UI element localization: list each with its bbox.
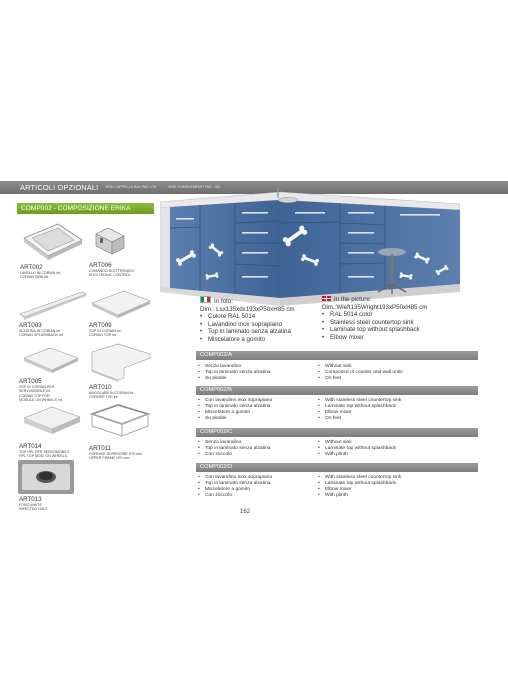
accessory-description [89, 329, 159, 338]
description-line: INFECTED HOLE [19, 507, 48, 512]
description-line: CORIAN TOP int [89, 333, 116, 338]
accessory-description [19, 385, 89, 402]
composition-b-english [318, 398, 478, 422]
description-line: CORIAN SPLASHBACK int [19, 333, 63, 338]
composition-line: • Top in laminato senza alzatina [198, 481, 318, 487]
info-line-text: Stainless steel countertop sink [330, 318, 414, 326]
accessory-description [89, 452, 159, 461]
description-line: HPL TOP MOD. ON WHEELS [19, 454, 67, 459]
composition-line: • Without sink [318, 364, 478, 370]
accessory-code: ART009 [89, 322, 112, 329]
composition-header-d: COMP002/D [196, 463, 478, 472]
composition-line: • Con zoccolo [198, 493, 318, 499]
hole-photo-image [18, 460, 74, 494]
uk-flag-icon [322, 296, 331, 301]
description-line: COMANDO ELETTRONICO [89, 269, 135, 273]
composition-line: • On feet [318, 376, 478, 382]
description-line: TOP IN CORIAN PER [19, 385, 55, 389]
composition-line: • With stainless steel countertop sink [318, 398, 478, 404]
composition-c-english [318, 440, 478, 458]
composition-line: • On feet [318, 416, 478, 422]
composition-line: • Con zoccolo [198, 452, 318, 458]
accessory-code: ART006 [89, 262, 112, 269]
composition-line: • Con lavandino inox soprapiano [198, 475, 318, 481]
composition-line: • With plinth [318, 493, 478, 499]
composition-d-english [318, 475, 478, 499]
accessory-code: ART005 [19, 378, 42, 385]
accessory-description [20, 271, 90, 280]
electronic-control-image [90, 224, 130, 258]
page-number: 162 [240, 509, 251, 515]
info-line [200, 336, 320, 344]
composition-line: • Miscelatore a gomito [198, 410, 318, 416]
composition-line: • Top in laminato senza alzatina [198, 370, 318, 376]
composition-line: • Elbow mixer [318, 487, 478, 493]
description-line: ELECTRONIC CONTROL [89, 273, 131, 278]
composition-b-italian [198, 398, 318, 422]
info-line [200, 321, 320, 329]
composition-line: • Composed of counter and wall units [318, 370, 478, 376]
composition-line: • Su piedini [198, 376, 318, 382]
info-line-text: Laminate top without splashback [330, 326, 420, 334]
info-italian [200, 296, 320, 344]
description-line: UPPER FRAME H70 mm [89, 456, 130, 461]
composition-line: • Laminate top without splashback [318, 404, 478, 410]
module-top-image [20, 344, 82, 376]
upper-frame-image [88, 402, 152, 442]
description-line: ALZATINA IN CORIAN int [19, 329, 61, 333]
description-line: ANGOLARE IN CORIAN int [89, 391, 134, 395]
description-line: CORIAN TOP FOR [19, 393, 50, 398]
accessory-description [19, 329, 89, 338]
composition-line: • Senza lavandino [198, 364, 318, 370]
hpl-top-image [20, 404, 84, 438]
accessory-code: ART014 [19, 443, 42, 450]
composition-header-c: COMP002/C [196, 428, 478, 437]
composition-d-italian [198, 475, 318, 499]
info-line: Dim.: Lsx135xdx193xP50xH85 cm [200, 305, 295, 313]
composition-a-english [318, 364, 478, 382]
info-heading-text: In the picture: [334, 296, 372, 303]
composition-line: • Laminate top without splashback [318, 481, 478, 487]
composition-c-italian [198, 440, 318, 458]
accessory-code: ART010 [89, 384, 112, 391]
composition-line: • Without sink [318, 440, 478, 446]
composition-a-italian [198, 364, 318, 382]
info-line-text: Lavandino inox soprapiano [208, 320, 282, 328]
accessory-code: ART002 [20, 264, 43, 271]
accessory-description [19, 503, 89, 512]
corian-sink-image [20, 220, 84, 262]
description-line: CORIAN SINK int [20, 275, 49, 280]
italian-flag-icon [200, 296, 211, 303]
composition-line: • Con lavandino inox soprapiano [198, 398, 318, 404]
corian-splashback-image [18, 290, 88, 324]
info-heading-it [200, 296, 320, 306]
info-line [322, 326, 472, 334]
description-line: SERVOMOBILE int [19, 389, 50, 394]
composition-header-b: COMP002/B [196, 386, 478, 395]
description-line: CORNER TOP int [89, 395, 118, 400]
info-english [322, 296, 472, 342]
info-line-text: Colore RAL 5014 [208, 313, 256, 321]
corian-top-image [88, 287, 152, 323]
composition-line: • Top in laminato senza alzatina [198, 404, 318, 410]
composition-line: • Laminate top without splashback [318, 446, 478, 452]
info-line-text: Miscelatore a gomito [208, 335, 266, 343]
accessory-description [89, 391, 159, 400]
info-line [322, 334, 472, 342]
composition-line: • Elbow mixer [318, 410, 478, 416]
description-line: TOP HPL PER SERVOMOBILE [19, 450, 70, 454]
corner-cabinet-photo [160, 188, 460, 308]
accessory-code: ART011 [89, 445, 112, 452]
info-line [322, 311, 472, 319]
info-heading-text: In foto: [214, 298, 233, 305]
composition-header-a: COMP002/A [196, 351, 478, 360]
info-line-text: Top in laminato senza alzatina [208, 328, 291, 336]
accessory-description [19, 450, 89, 459]
accessory-code: ART003 [19, 322, 42, 329]
composition-line: • Top in laminato senza alzatina [198, 446, 318, 452]
accessory-code: ART013 [19, 496, 42, 503]
info-line [322, 319, 472, 327]
info-line [200, 313, 320, 321]
composition-title: COMP002 - COMPOSIZIONE ERIKA [17, 203, 154, 214]
info-line-text: RAL 5014 color [330, 311, 373, 319]
composition-line: • With plinth [318, 452, 478, 458]
description-line: FORO WHITE [19, 503, 42, 507]
description-line: LAVELLO IN CORIAN int [20, 271, 61, 275]
section-title: ARTICOLI OPZIONALI [20, 183, 99, 192]
composition-line: • Su piedini [198, 416, 318, 422]
header-reference-link-1[interactable]: VEDI CAPPELLA RAL PAG.176 [105, 185, 156, 189]
description-line: TOP IN CORIAN int [89, 329, 121, 333]
description-line: MODULE ON WHEELS int [19, 397, 62, 402]
info-line: Dim.:Wleft135Wright193xP50xH85 cm [322, 303, 428, 311]
info-line [200, 328, 320, 336]
composition-line: • Miscelatore a gomito [198, 487, 318, 493]
corner-top-image [88, 342, 154, 384]
accessory-description [89, 269, 159, 278]
info-line-text: Elbow mixer [330, 333, 364, 341]
header-reference-link-2[interactable]: VEDI COMPLEMENTI PAG. 160 [168, 185, 221, 189]
info-heading-en [322, 296, 472, 304]
description-line: CORNICE SUPERIORE H70 mm [89, 452, 143, 456]
composition-line: • Senza lavandino [198, 440, 318, 446]
composition-line: • With stainless steel countertop sink [318, 475, 478, 481]
